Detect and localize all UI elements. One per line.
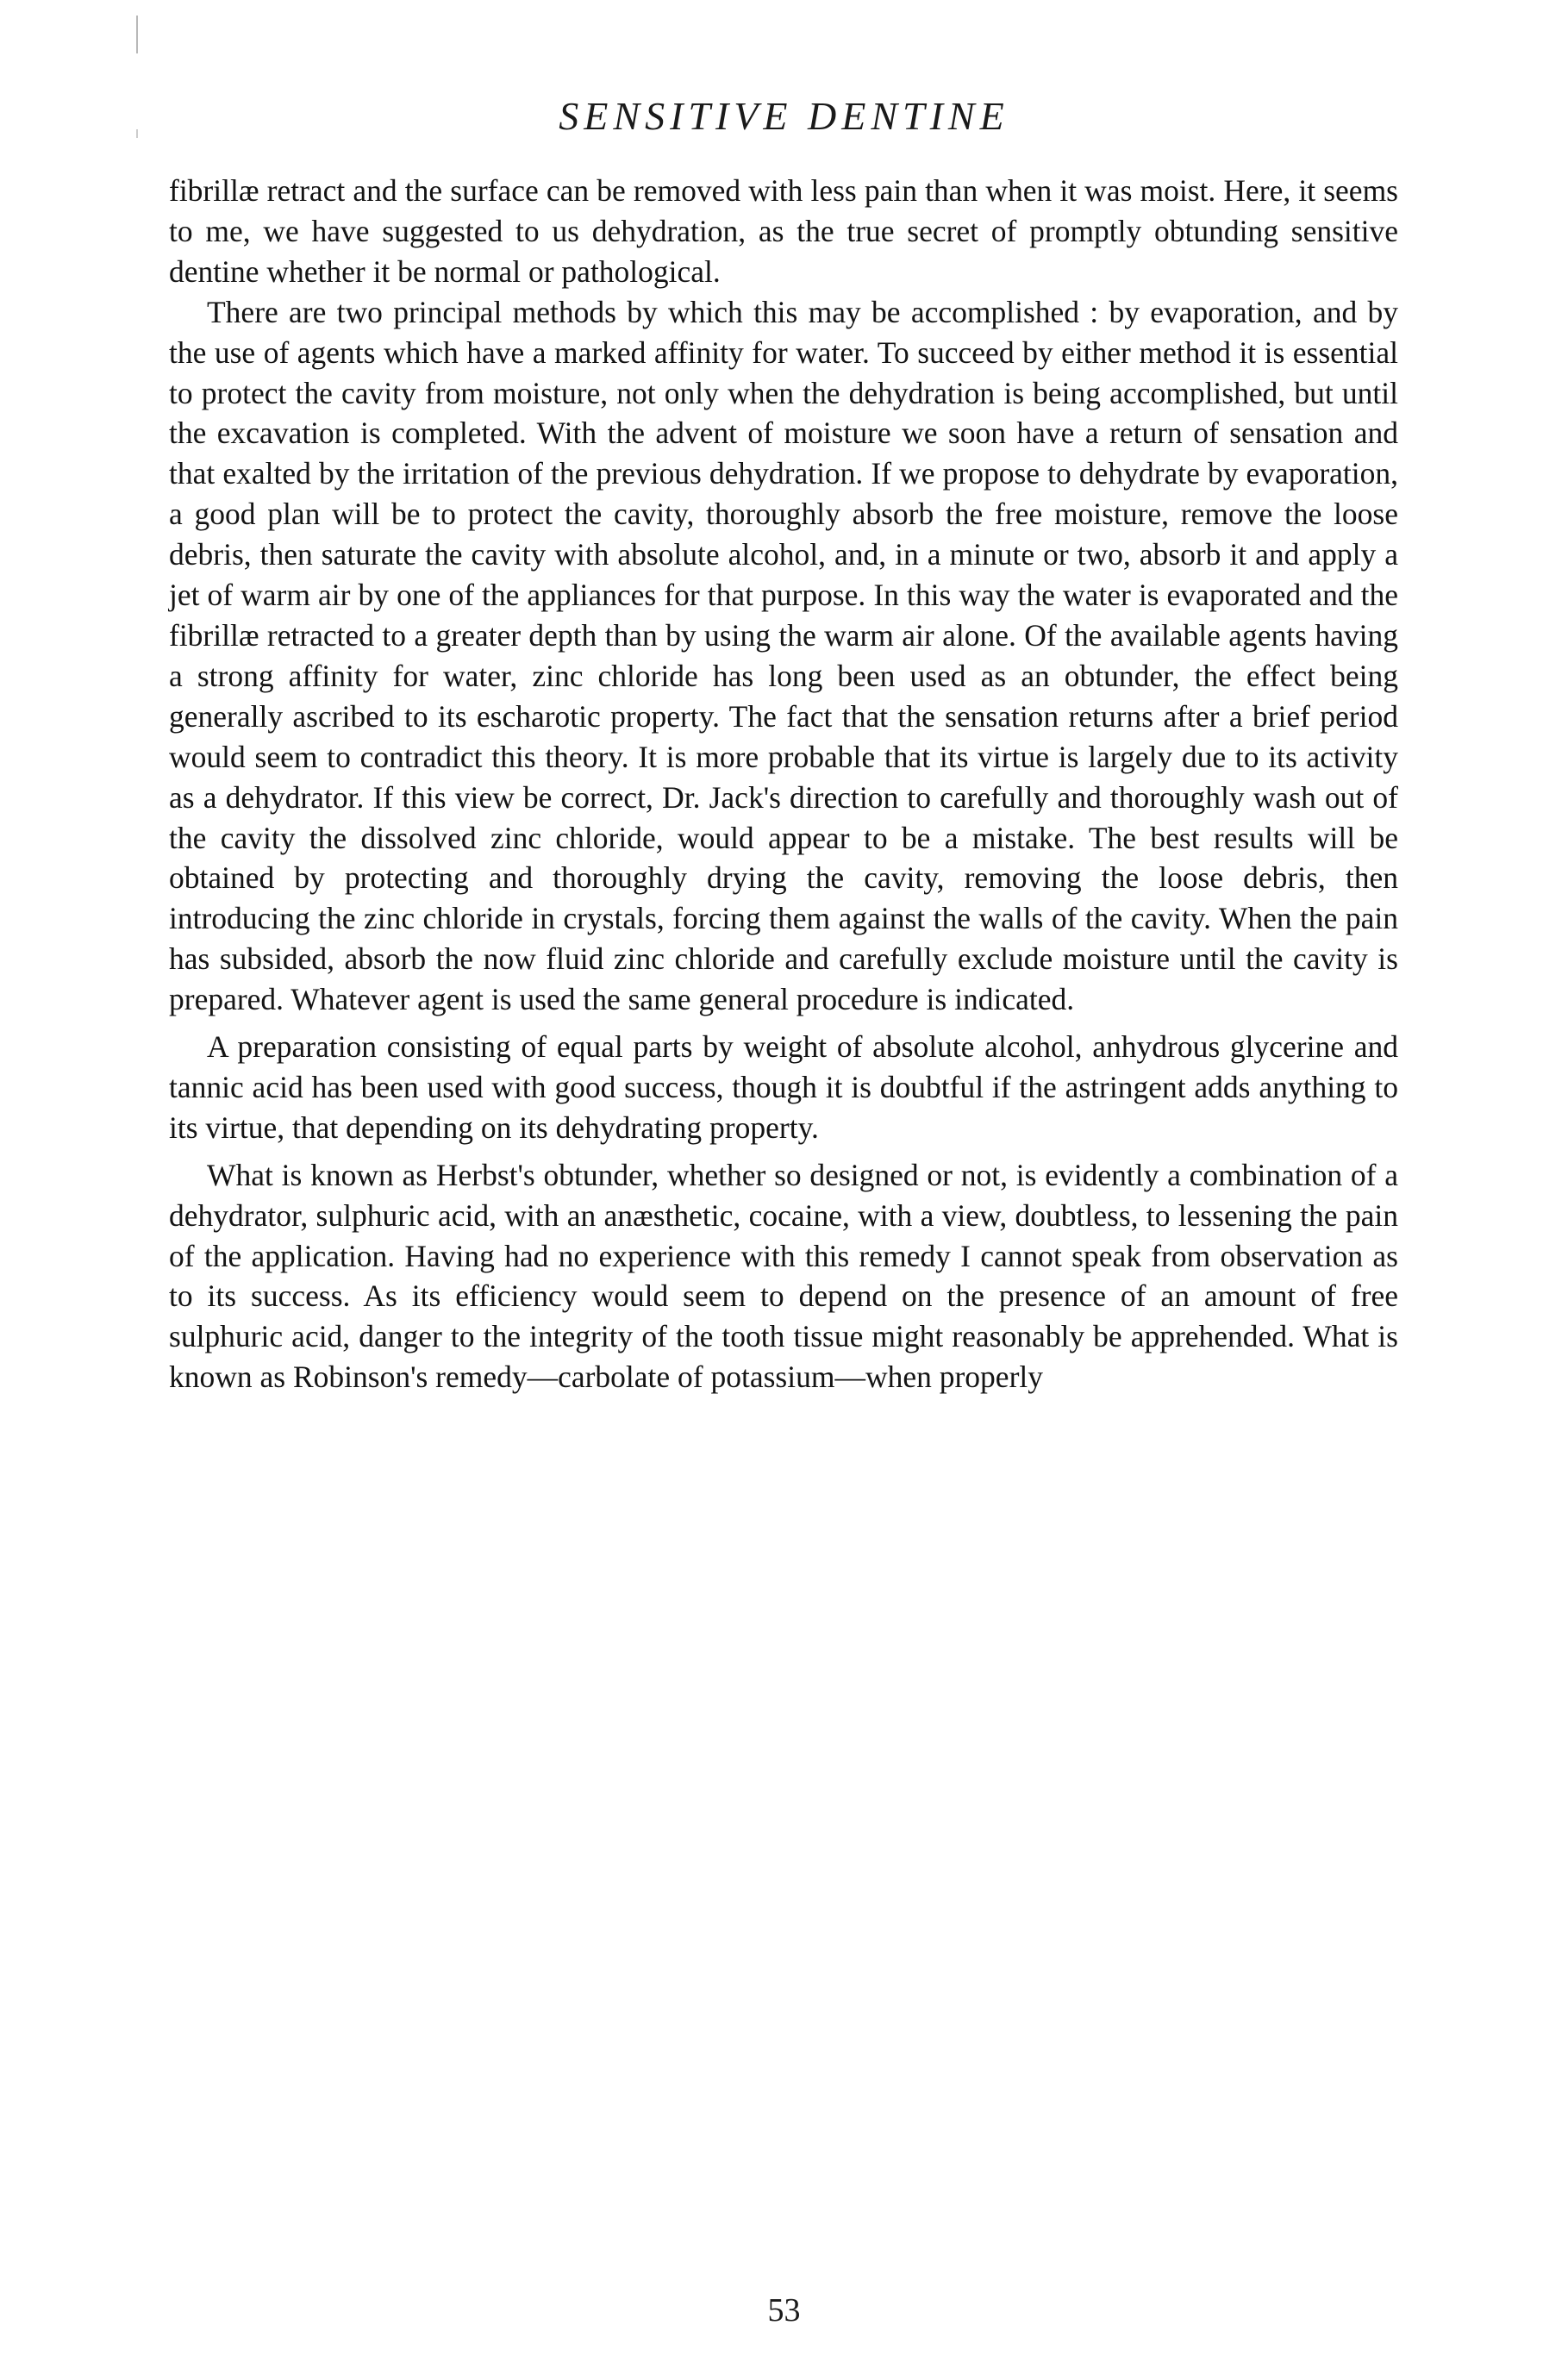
paragraph-herbst: What is known as Herbst's obtunder, whether so designed or not, is evidently a combination of a dehydrator, sulphuric acid, with an anæsthetic, cocaine, with a view, doubtless, to lessening the pain of the application. Having had no experience with this remedy I cannot speak from observation as to its success. As its efficiency would seem to depend on the presence of an amount of free sulphuric acid, danger to the integrity of the tooth tissue might reasonably be apprehended. What is known as Robinson's remedy—carbolate of potassium—when properly <box>169 1157 1398 1395</box>
page-number: 53 <box>767 2292 801 2328</box>
running-title: SENSITIVE DENTINE <box>559 94 1009 138</box>
paragraph-methods: There are two principal methods by which this may be accomplished : by evaporation, and by the use of agents which have a marked affinity for water. To succeed by either method it is essential to protect the cavity from moisture, not only when the dehydration is being accomplished, but until the excavation is completed. With the advent of moisture we soon have a return of sensation and that exalted by the irritation of the previous dehydration. If we propose to dehydrate by evaporation, a good plan will be to protect the cavity, thoroughly absorb the free moisture, remove the loose debris, then saturate the cavity with absolute alcohol, and, in a minute or two, absorb it and apply a jet of warm air by one of the appliances for that purpose. In this way the water is evaporated and the fibrillæ retracted to a greater depth than by using the warm air alone. Of the available agents having a strong affinity for water, zinc chloride has long been used as an obtunder, the effect being generally ascribed to its escharotic property. The fact that the sensation returns after a brief period would seem to contradict this theory. It is more probable that its virtue is largely due to its activity as a dehydrator. If this view be correct, Dr. Jack's direction to carefully and thoroughly wash out of the cavity the dissolved zinc chloride, would appear to be a mistake. The best results will be obtained by protecting and thoroughly drying the cavity, removing the loose debris, then introducing the zinc chloride in crystals, forcing them against the walls of the cavity. When the pain has subsided, absorb the now fluid zinc chloride and carefully exclude moisture until the cavity is prepared. Whatever agent is used the same general procedure is indicated. <box>169 294 1398 1017</box>
paragraph-preparation: A preparation consisting of equal parts by weight of absolute alcohol, anhydrous glycerine and tannic acid has been used with good success, though it is doubtful if the astringent adds anything to its virtue, that depending on its dehydrating property. <box>169 1029 1398 1145</box>
paragraph-continuation: fibrillæ retract and the surface can be removed with less pain than when it was moist. Here, it seems to me, we have suggested to us dehydration, as the true secret of promptly obtunding sensitive dentine whether it be normal or pathological. <box>169 173 1398 289</box>
scan-edge-mark <box>136 16 138 53</box>
body-text <box>169 171 1398 1397</box>
